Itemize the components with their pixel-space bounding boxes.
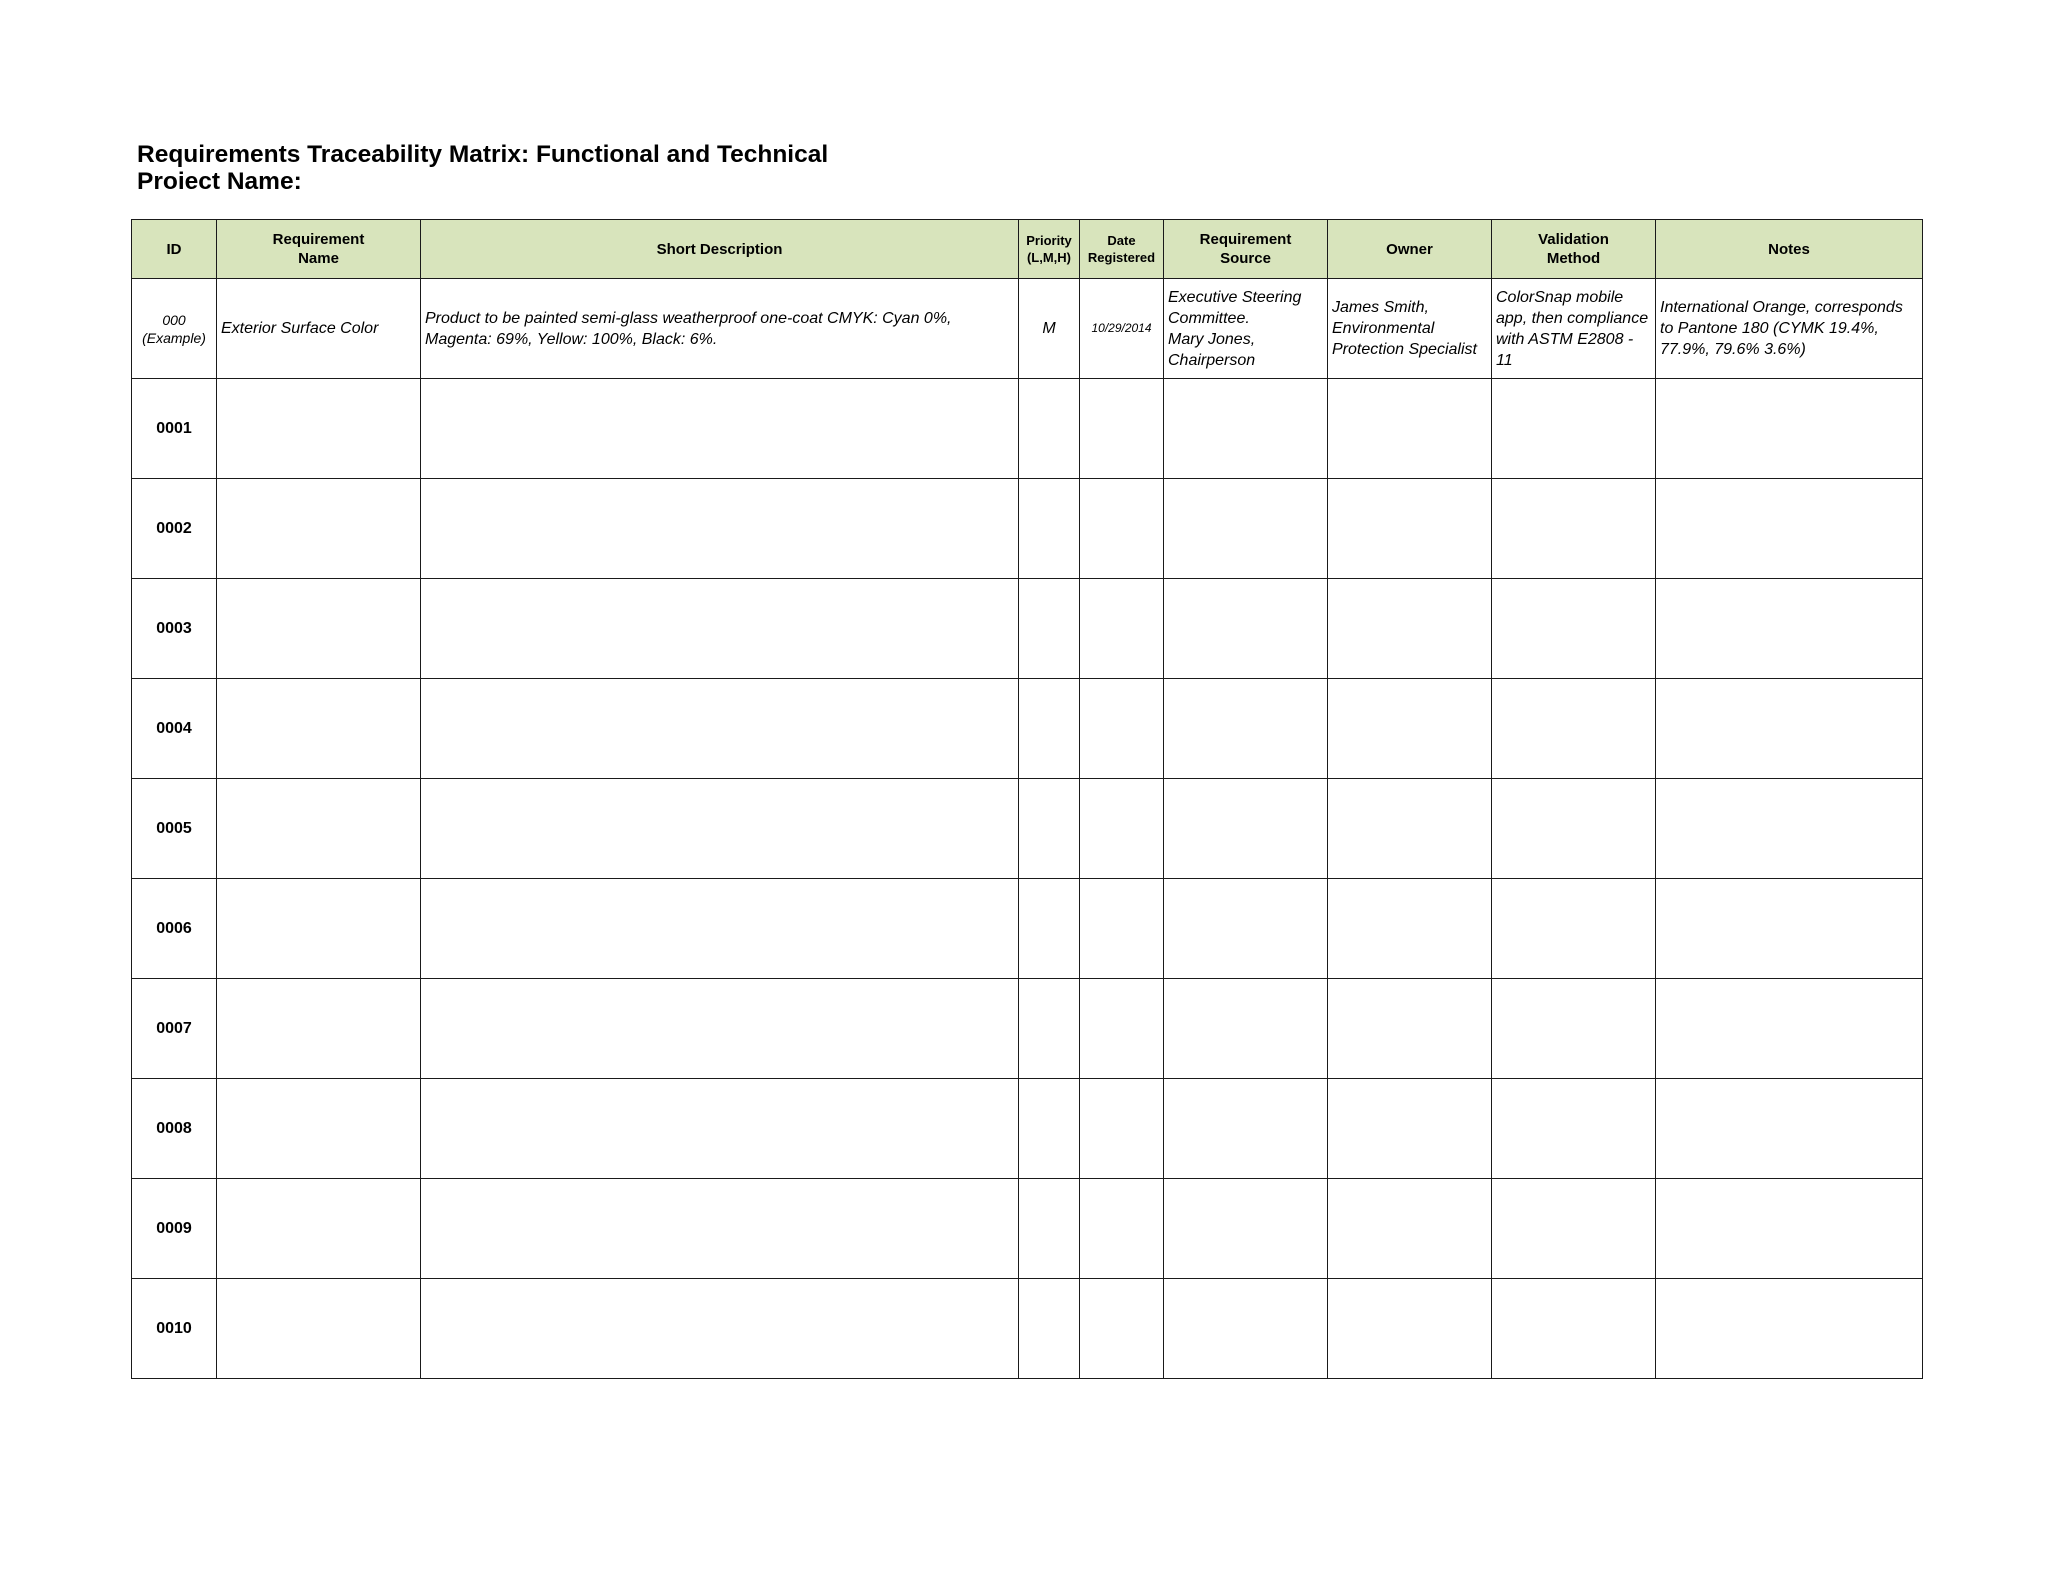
requirement-source-cell[interactable]	[1164, 379, 1328, 479]
date-registered-cell[interactable]	[1080, 779, 1164, 879]
validation-method-cell[interactable]	[1492, 479, 1656, 579]
notes-cell[interactable]	[1656, 579, 1923, 679]
priority-cell[interactable]	[1019, 1279, 1080, 1379]
date-registered-cell[interactable]	[1080, 1279, 1164, 1379]
short-description-cell[interactable]	[421, 679, 1019, 779]
date-registered-cell[interactable]	[1080, 1079, 1164, 1179]
validation-method-cell[interactable]	[1492, 879, 1656, 979]
date-registered-cell[interactable]	[1080, 379, 1164, 479]
requirement-row	[132, 779, 1923, 879]
header-requirement-name: Requirement Name	[217, 220, 421, 279]
requirement-source-cell[interactable]	[1164, 979, 1328, 1079]
header-id: ID	[132, 220, 217, 279]
title-line-1: Requirements Traceability Matrix: Functional and Technical	[137, 141, 829, 168]
requirement-source-cell[interactable]	[1164, 1179, 1328, 1279]
short-description-cell[interactable]	[421, 1279, 1019, 1379]
example-short-description-cell[interactable]: Product to be painted semi-glass weatherproof one-coat CMYK: Cyan 0%, Magenta: 69%, Yellow: 100%, Black: 6%.	[421, 279, 1019, 379]
requirement-source-cell[interactable]	[1164, 579, 1328, 679]
validation-method-cell[interactable]	[1492, 979, 1656, 1079]
owner-cell[interactable]	[1328, 679, 1492, 779]
requirement-source-cell[interactable]	[1164, 779, 1328, 879]
traceability-matrix-table	[131, 219, 1923, 1379]
title-line-2: Proiect Name:	[137, 168, 302, 195]
header-priority: Priority (L,M,H)	[1019, 220, 1080, 279]
date-registered-cell[interactable]	[1080, 479, 1164, 579]
header-date-registered: Date Registered	[1080, 220, 1164, 279]
requirement-name-cell[interactable]	[217, 779, 421, 879]
notes-cell[interactable]	[1656, 679, 1923, 779]
requirement-name-cell[interactable]	[217, 1179, 421, 1279]
row-id-cell: 0006	[132, 879, 217, 979]
validation-method-cell[interactable]	[1492, 1079, 1656, 1179]
short-description-cell[interactable]	[421, 879, 1019, 979]
short-description-cell[interactable]	[421, 779, 1019, 879]
validation-method-cell[interactable]	[1492, 379, 1656, 479]
row-id-cell: 0004	[132, 679, 217, 779]
owner-cell[interactable]	[1328, 579, 1492, 679]
row-id-cell: 0002	[132, 479, 217, 579]
priority-cell[interactable]	[1019, 1179, 1080, 1279]
requirement-row	[132, 379, 1923, 479]
header-owner: Owner	[1328, 220, 1492, 279]
short-description-cell[interactable]	[421, 379, 1019, 479]
requirement-row	[132, 879, 1923, 979]
priority-cell[interactable]	[1019, 679, 1080, 779]
validation-method-cell[interactable]	[1492, 779, 1656, 879]
validation-method-cell[interactable]	[1492, 579, 1656, 679]
notes-cell[interactable]	[1656, 1179, 1923, 1279]
notes-cell[interactable]	[1656, 1079, 1923, 1179]
example-notes-cell[interactable]: International Orange, corresponds to Pantone 180 (CYMK 19.4%, 77.9%, 79.6% 3.6%)	[1656, 279, 1923, 379]
short-description-cell[interactable]	[421, 979, 1019, 1079]
requirement-source-cell[interactable]	[1164, 879, 1328, 979]
requirement-row	[132, 1179, 1923, 1279]
example-validation-method-cell[interactable]: ColorSnap mobile app, then compliance with ASTM E2808 - 11	[1492, 279, 1656, 379]
owner-cell[interactable]	[1328, 1079, 1492, 1179]
header-short-description: Short Description	[421, 220, 1019, 279]
row-id-cell: 0001	[132, 379, 217, 479]
notes-cell[interactable]	[1656, 479, 1923, 579]
short-description-cell[interactable]	[421, 479, 1019, 579]
notes-cell[interactable]	[1656, 379, 1923, 479]
notes-cell[interactable]	[1656, 1279, 1923, 1379]
requirement-row	[132, 1279, 1923, 1379]
validation-method-cell[interactable]	[1492, 1279, 1656, 1379]
owner-cell[interactable]	[1328, 379, 1492, 479]
example-priority-cell[interactable]: M	[1019, 279, 1080, 379]
owner-cell[interactable]	[1328, 1279, 1492, 1379]
requirement-name-cell[interactable]	[217, 679, 421, 779]
priority-cell[interactable]	[1019, 779, 1080, 879]
priority-cell[interactable]	[1019, 979, 1080, 1079]
example-requirement-source-cell[interactable]: Executive Steering Committee. Mary Jones, Chairperson	[1164, 279, 1328, 379]
document-title	[137, 141, 828, 195]
requirement-name-cell[interactable]	[217, 979, 421, 1079]
example-row	[132, 279, 1923, 379]
requirement-row	[132, 579, 1923, 679]
example-id-cell: 000 (Example)	[132, 279, 217, 379]
requirement-name-cell[interactable]	[217, 1079, 421, 1179]
notes-cell[interactable]	[1656, 979, 1923, 1079]
owner-cell[interactable]	[1328, 979, 1492, 1079]
owner-cell[interactable]	[1328, 779, 1492, 879]
row-id-cell: 0010	[132, 1279, 217, 1379]
row-id-cell: 0007	[132, 979, 217, 1079]
owner-cell[interactable]	[1328, 879, 1492, 979]
header-row	[132, 220, 1923, 279]
requirement-name-cell[interactable]	[217, 379, 421, 479]
short-description-cell[interactable]	[421, 1079, 1019, 1179]
example-owner-cell[interactable]: James Smith, Environmental Protection Specialist	[1328, 279, 1492, 379]
validation-method-cell[interactable]	[1492, 679, 1656, 779]
requirement-row	[132, 1079, 1923, 1179]
row-id-cell: 0008	[132, 1079, 217, 1179]
priority-cell[interactable]	[1019, 579, 1080, 679]
priority-cell[interactable]	[1019, 379, 1080, 479]
requirement-row	[132, 479, 1923, 579]
short-description-cell[interactable]	[421, 579, 1019, 679]
priority-cell[interactable]	[1019, 879, 1080, 979]
row-id-cell: 0005	[132, 779, 217, 879]
example-requirement-name-cell[interactable]: Exterior Surface Color	[217, 279, 421, 379]
requirement-name-cell[interactable]	[217, 479, 421, 579]
header-notes: Notes	[1656, 220, 1923, 279]
priority-cell[interactable]	[1019, 479, 1080, 579]
header-requirement-source: Requirement Source	[1164, 220, 1328, 279]
date-registered-cell[interactable]	[1080, 1179, 1164, 1279]
owner-cell[interactable]	[1328, 1179, 1492, 1279]
date-registered-cell[interactable]	[1080, 679, 1164, 779]
header-validation-method: Validation Method	[1492, 220, 1656, 279]
validation-method-cell[interactable]	[1492, 1179, 1656, 1279]
requirement-row	[132, 979, 1923, 1079]
requirement-name-cell[interactable]	[217, 1279, 421, 1379]
priority-cell[interactable]	[1019, 1079, 1080, 1179]
requirement-name-cell[interactable]	[217, 579, 421, 679]
requirement-source-cell[interactable]	[1164, 1279, 1328, 1379]
short-description-cell[interactable]	[421, 1179, 1019, 1279]
requirement-source-cell[interactable]	[1164, 479, 1328, 579]
notes-cell[interactable]	[1656, 779, 1923, 879]
requirement-source-cell[interactable]	[1164, 1079, 1328, 1179]
notes-cell[interactable]	[1656, 879, 1923, 979]
row-id-cell: 0003	[132, 579, 217, 679]
example-date-registered-cell[interactable]: 10/29/2014	[1080, 279, 1164, 379]
requirement-row	[132, 679, 1923, 779]
date-registered-cell[interactable]	[1080, 879, 1164, 979]
requirement-name-cell[interactable]	[217, 879, 421, 979]
date-registered-cell[interactable]	[1080, 979, 1164, 1079]
row-id-cell: 0009	[132, 1179, 217, 1279]
requirement-source-cell[interactable]	[1164, 679, 1328, 779]
date-registered-cell[interactable]	[1080, 579, 1164, 679]
owner-cell[interactable]	[1328, 479, 1492, 579]
